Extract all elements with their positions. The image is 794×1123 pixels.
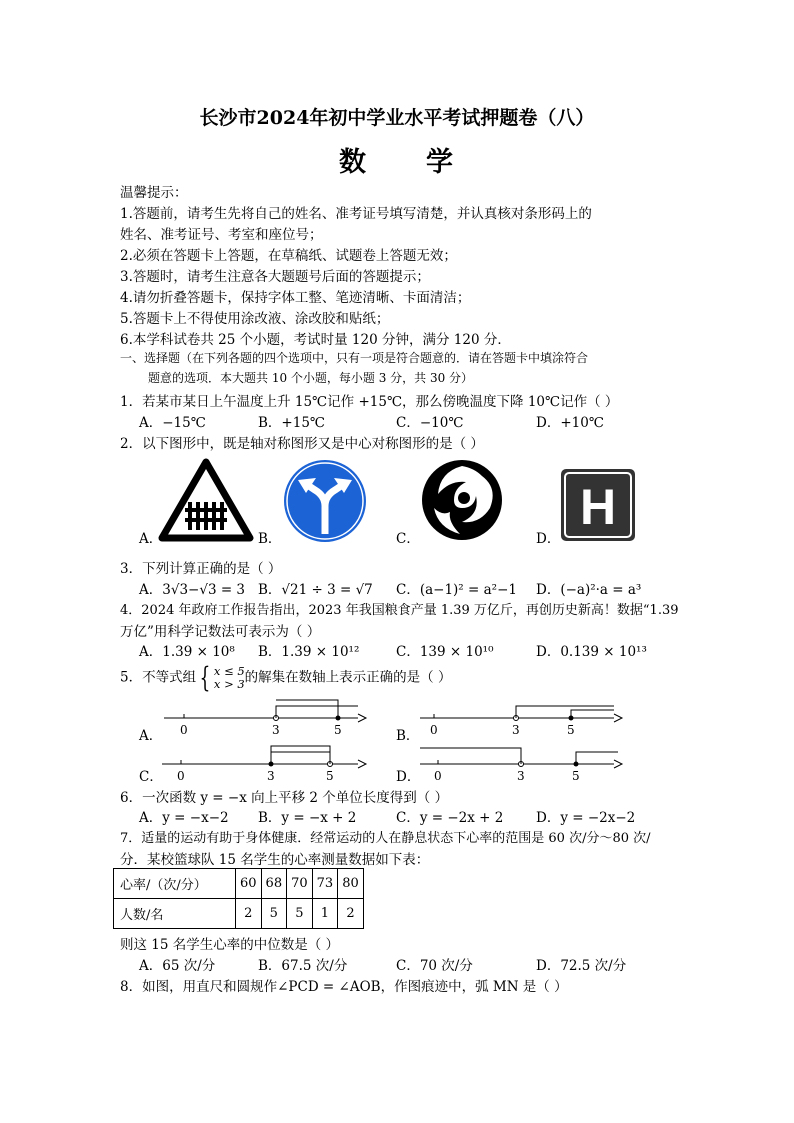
- table-cell: 2: [338, 899, 364, 929]
- q6-option-a: A．y = −x−2: [139, 810, 229, 826]
- number-line-c: [160, 738, 370, 782]
- q2-option-a: A．: [139, 531, 163, 547]
- q4-stem-cont: 万亿”用科学记数法可表示为（ ）: [120, 624, 321, 640]
- section-heading-cont: 题意的选项．本大题共 10 个小题，每小题 3 分，共 30 分）: [148, 371, 474, 385]
- q4-option-a: A．1.39 × 10⁸: [139, 644, 235, 660]
- heart-rate-table: [113, 868, 364, 929]
- table-cell: 1: [312, 899, 338, 929]
- q6-stem: 6．一次函数 y = −x 向上平移 2 个单位长度得到（ ）: [120, 790, 449, 806]
- q6-option-c: C．y = −2x + 2: [396, 810, 504, 826]
- q7-option-d: D．72.5 次/分: [536, 958, 627, 974]
- table-cell: 68: [261, 869, 287, 899]
- q7-ask: 则这 15 名学生心率的中位数是（ ）: [120, 937, 340, 953]
- inequality-1: x ≤ 5: [213, 664, 245, 678]
- h-letter: H: [579, 479, 617, 535]
- q5-stem-post: 的解集在数轴上表示正确的是（ ）: [244, 669, 452, 686]
- tick-3: 3: [272, 723, 280, 737]
- q2-option-d: D．: [536, 531, 561, 547]
- q5-option-d: D．: [396, 769, 421, 785]
- tip-6: 6.本学科试卷共 25 个小题，考试时量 120 分钟，满分 120 分．: [120, 332, 511, 348]
- table-cell: 5: [261, 899, 287, 929]
- q5-option-b: B．: [396, 728, 420, 744]
- tick-0: 0: [430, 723, 438, 737]
- swirl-logo-icon: [420, 458, 504, 542]
- q4-option-b: B．1.39 × 10¹²: [258, 644, 360, 660]
- tip-1b: 姓名、准考证号、考室和座位号；: [120, 227, 323, 243]
- subject-char-2: 学: [426, 147, 455, 178]
- table-cell: 60: [236, 869, 262, 899]
- q3-option-b: B．√21 ÷ 3 = √7: [258, 582, 373, 598]
- q4-stem: 4．2024 年政府工作报告指出，2023 年我国粮食产量 1.39 万亿斤，再创历史新高！数据“1.39: [120, 603, 679, 618]
- tick-5: 5: [567, 723, 575, 737]
- table-header-cell: 心率/（次/分）: [114, 869, 236, 899]
- subject-title: [0, 140, 794, 179]
- q3-option-d: D．(−a)²·a = a³: [536, 582, 642, 598]
- q1-option-a: A．−15℃: [139, 415, 206, 431]
- tick-0: 0: [434, 769, 442, 782]
- tip-4: 4.请勿折叠答题卡，保持字体工整、笔迹清晰、卡面清洁；: [120, 290, 471, 306]
- tick-3: 3: [267, 769, 275, 782]
- table-cell: 80: [338, 869, 364, 899]
- q3-option-a: A．3√3−√3 = 3: [139, 582, 246, 598]
- table-cell: 70: [287, 869, 313, 899]
- q1-option-c: C．−10℃: [396, 415, 464, 431]
- q8-stem: 8．如图，用直尺和圆规作∠PCD = ∠AOB，作图痕迹中，弧 MN 是（ ）: [120, 979, 568, 995]
- railway-crossing-sign-icon: [158, 458, 254, 544]
- tick-0: 0: [177, 769, 185, 782]
- tick-3: 3: [517, 769, 525, 782]
- table-cell: 2: [236, 899, 262, 929]
- tick-0: 0: [180, 723, 188, 737]
- table-header-cell: 人数/名: [114, 899, 236, 929]
- table-row: [114, 869, 364, 899]
- table-cell: 73: [312, 869, 338, 899]
- q3-stem: 3．下列计算正确的是（ ）: [120, 561, 282, 577]
- q2-stem: 2．以下图形中，既是轴对称图形又是中心对称图形的是（ ）: [120, 436, 484, 452]
- q7-option-a: A．65 次/分: [139, 958, 216, 974]
- tip-5: 5.答题卡上不得使用涂改液、涂改胶和贴纸；: [120, 311, 390, 327]
- tick-3: 3: [512, 723, 520, 737]
- q5-option-a: A．: [139, 728, 163, 744]
- q6-option-d: D．y = −2x−2: [536, 810, 636, 826]
- q7-stem: 7．适量的运动有助于身体健康．经常运动的人在静息状态下心率的范围是 60 次/分～80 次/: [120, 831, 651, 846]
- tips-heading: 温馨提示：: [120, 185, 188, 201]
- q2-option-c: C．: [396, 531, 420, 547]
- q1-option-b: B．+15℃: [258, 415, 326, 431]
- tick-5: 5: [334, 723, 342, 737]
- q1-option-d: D．+10℃: [536, 415, 604, 431]
- tip-1a: 1.答题前，请考生先将自己的姓名、准考证号填写清楚，并认真核对条形码上的: [120, 206, 592, 222]
- hospital-h-sign-icon: [561, 469, 635, 541]
- system-brace: {: [199, 661, 211, 694]
- q5-stem-pre: 5．不等式组: [120, 669, 197, 686]
- subject-char-1: 数: [339, 147, 368, 178]
- q7-option-c: C．70 次/分: [396, 958, 473, 974]
- q7-stem-cont: 分．某校篮球队 15 名学生的心率测量数据如下表：: [120, 852, 430, 868]
- q4-option-d: D．0.139 × 10¹³: [536, 644, 647, 660]
- number-line-a: [160, 696, 368, 740]
- inequality-2: x > 3: [213, 677, 245, 691]
- number-line-b: [418, 696, 624, 740]
- tip-3: 3.答题时，请考生注意各大题题号后面的答题提示；: [120, 269, 430, 285]
- tip-2: 2.必须在答题卡上答题，在草稿纸、试题卷上答题无效；: [120, 248, 457, 264]
- q4-option-c: C．139 × 10¹⁰: [396, 644, 494, 660]
- table-cell: 5: [287, 899, 313, 929]
- table-row: [114, 899, 364, 929]
- tick-5: 5: [572, 769, 580, 782]
- number-line-d: [418, 738, 624, 782]
- section-heading: 一、选择题（在下列各题的四个选项中，只有一项是符合题意的．请在答题卡中填涂符合: [120, 351, 589, 365]
- q5-option-c: C．: [139, 769, 163, 785]
- inequality-system: [214, 665, 245, 691]
- q2-option-b: B．: [258, 531, 282, 547]
- tick-5: 5: [326, 769, 334, 782]
- q1-stem: 1．若某市某日上午温度上升 15℃记作 +15℃，那么傍晚温度下降 10℃记作（ ）: [120, 394, 619, 410]
- q5-stem: [120, 661, 452, 694]
- split-arrow-sign-icon: [282, 458, 368, 544]
- q7-option-b: B．67.5 次/分: [258, 958, 348, 974]
- q6-option-b: B．y = −x + 2: [258, 810, 357, 826]
- q3-option-c: C．(a−1)² = a²−1: [396, 582, 517, 598]
- exam-title: 长沙市2024年初中学业水平考试押题卷（八）: [199, 107, 595, 129]
